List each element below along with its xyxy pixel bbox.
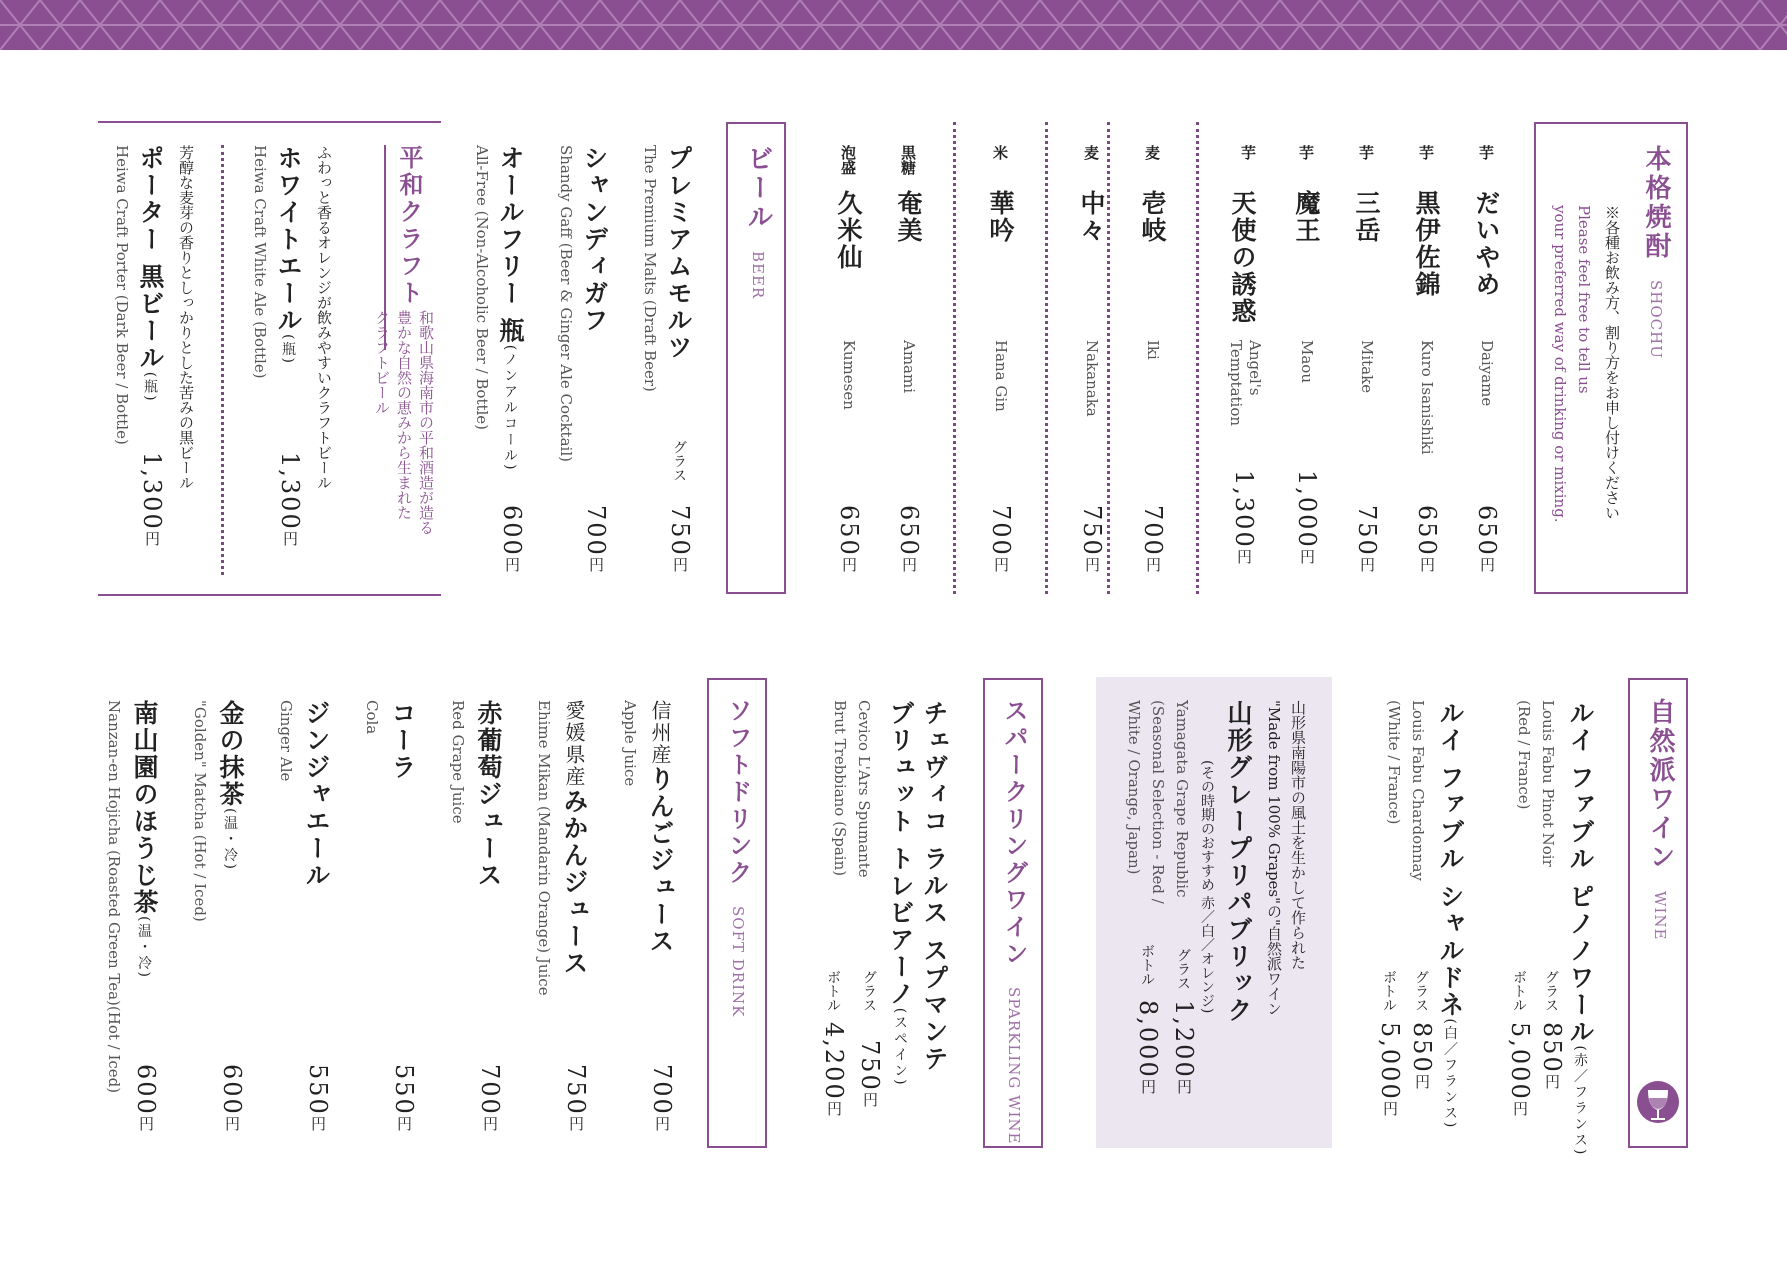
shochu-type-tag: 麦	[1143, 145, 1161, 160]
beer-title-en: BEER	[749, 251, 767, 300]
wine-price-label: グラス	[1543, 970, 1559, 1012]
shochu-price: 750円	[1353, 505, 1381, 574]
craft-desc: クラフトビール	[373, 310, 391, 415]
wine-price-glass: 850円	[1538, 1022, 1566, 1091]
soft-price: 550円	[390, 1064, 418, 1133]
top-pattern-band	[0, 0, 1787, 50]
dotted-divider	[953, 122, 956, 594]
craft-bottom-line	[98, 594, 441, 596]
soft-price: 550円	[304, 1064, 332, 1133]
dotted-divider	[1045, 122, 1048, 594]
shochu-name-en: Amami	[900, 340, 918, 394]
shochu-type-tag: 黒糖	[899, 145, 917, 175]
craft-item-desc: 芳醇な麦芽の香りとしっかりとした苦みの黒ビール	[177, 145, 195, 490]
shochu-price: 650円	[1473, 505, 1501, 574]
soft-name-en: Apple Juice	[621, 700, 639, 787]
dotted-divider	[1196, 122, 1199, 594]
beer-price-label: グラス	[671, 440, 687, 482]
craft-desc: 豊かな自然の恵みから生まれた	[395, 310, 413, 520]
soft-name: ジンジャエール	[302, 700, 331, 889]
yamagata-intro: 山形県南陽市の風土を生かして作られた	[1289, 700, 1307, 970]
beer-title	[740, 145, 777, 299]
soft-name-en: Ehime Mikan (Mandarin Orange) Juice	[535, 700, 553, 996]
shochu-price: 650円	[1413, 505, 1441, 574]
shochu-name-en: Daiyame	[1478, 340, 1496, 407]
soft-name-en: "Golden" Matcha (Hot / Iced)	[191, 700, 209, 922]
shochu-type-tag: 芋	[1417, 145, 1435, 160]
shochu-name: 天使の誘惑	[1228, 190, 1257, 325]
wine-title-jp: 自然派ワイン	[1645, 698, 1675, 872]
sparkling-title-jp: スパークリングワイン	[1000, 698, 1029, 968]
soft-title	[721, 698, 756, 1017]
soft-price: 700円	[476, 1064, 504, 1133]
soft-name: 金の抹茶(温・冷)	[216, 700, 245, 871]
dotted-divider	[1107, 122, 1110, 594]
yamagata-name-en: Yamagata Grape Republic	[1173, 700, 1191, 898]
shochu-type-tag: 米	[991, 145, 1009, 160]
wine-name-en: (White / France)	[1385, 700, 1403, 825]
shochu-name: 壱岐	[1138, 190, 1167, 244]
wine-price-label: グラス	[1175, 948, 1191, 990]
wine-name-en: (Red / France)	[1515, 700, 1533, 810]
beer-name: プレミアムモルツ	[664, 145, 693, 361]
yamagata-name-en: (Seasonal Selection - Red /	[1149, 700, 1167, 904]
craft-title: 平和クラフト	[395, 145, 424, 307]
beer-name: オールフリー 瓶(ノンアルコール)	[496, 145, 525, 472]
yamagata-price-glass: 1,200円	[1170, 1000, 1198, 1096]
wine-price-label: ボトル	[825, 970, 841, 1012]
sparkling-name: ブリュット トレビアーノ(スペイン)	[886, 700, 915, 1087]
soft-name-en: Ginger Ale	[277, 700, 295, 782]
shochu-type-tag: 麦	[1082, 145, 1100, 160]
soft-name: 赤葡萄ジュース	[474, 700, 503, 889]
wine-name-en: Louis Fabu Pinot Noir	[1539, 700, 1557, 867]
shochu-name: 黒伊佐錦	[1412, 190, 1441, 298]
shochu-name-en: Hana Gin	[992, 340, 1010, 412]
wine-price-bottle: 5,000円	[1506, 1022, 1534, 1118]
sparkling-name-en: Brut Trebbiano (Spain)	[831, 700, 849, 877]
shochu-price: 750円	[1078, 505, 1106, 574]
shochu-note-en1: Please feel free to tell us	[1575, 205, 1593, 394]
shochu-name: 中々	[1077, 190, 1106, 244]
wine-name: ルイ ファブル ピノノワール(赤／フランス)	[1566, 700, 1595, 1157]
wine-title	[1642, 698, 1679, 941]
soft-price: 700円	[648, 1064, 676, 1133]
sparkling-title	[997, 698, 1032, 1145]
beer-price: 600円	[498, 505, 526, 574]
soft-name: 信州産りんごジュース	[646, 700, 675, 955]
sparkling-price-bottle: 4,200円	[820, 1022, 848, 1118]
craft-top-line	[98, 121, 441, 123]
shochu-price: 650円	[835, 505, 863, 574]
soft-title-jp: ソフトドリンク	[724, 698, 753, 887]
shochu-title	[1638, 145, 1675, 359]
wine-price-label: グラス	[861, 970, 877, 1012]
shochu-type-tag: 芋	[1239, 145, 1257, 160]
shochu-type-tag: 泡盛	[839, 145, 857, 175]
shochu-price: 700円	[987, 505, 1015, 574]
shochu-price: 1,000円	[1293, 470, 1321, 566]
soft-name-en: Red Grape Juice	[449, 700, 467, 824]
soft-price: 600円	[132, 1064, 160, 1133]
soft-price: 600円	[218, 1064, 246, 1133]
wine-glass-icon	[1636, 1080, 1680, 1132]
shochu-note-en2: your preferred way of drinking or mixing.	[1551, 205, 1569, 523]
shochu-type-tag: 芋	[1357, 145, 1375, 160]
wine-price-glass: 850円	[1408, 1022, 1436, 1091]
yamagata-price-bottle: 8,000円	[1134, 1000, 1162, 1096]
craft-name: ポーター 黒ビール(瓶)	[136, 145, 165, 403]
beer-title-jp: ビール	[743, 145, 773, 232]
shochu-name: だいやめ	[1472, 190, 1501, 298]
beer-price: 750円	[666, 505, 694, 574]
wine-name-en: Louis Fabu Chardonnay	[1409, 700, 1427, 881]
yamagata-sub: (その時期のおすすめ 赤／白／オレンジ)	[1199, 760, 1215, 1014]
shochu-name-en: Temptation	[1227, 340, 1245, 427]
shochu-title-en: SHOCHU	[1647, 280, 1665, 359]
wine-price-label: ボトル	[1381, 970, 1397, 1012]
yamagata-name: 山形グレープリパブリック	[1224, 700, 1253, 1024]
shochu-name: 奄美	[894, 190, 923, 244]
shochu-name: 華吟	[986, 190, 1015, 244]
beer-name-en: All-Free (Non-Alcoholic Beer / Bottle)	[473, 145, 491, 431]
shochu-name-en: Maou	[1298, 340, 1316, 383]
shochu-name-en: Kuro Isanishiki	[1418, 340, 1436, 455]
shochu-price: 700円	[1139, 505, 1167, 574]
shochu-name: 三岳	[1352, 190, 1381, 244]
shochu-name-en: Angel's	[1246, 340, 1264, 396]
wine-title-en: WINE	[1651, 891, 1669, 941]
shochu-name: 魔王	[1292, 190, 1321, 244]
soft-name: コーラ	[388, 700, 417, 781]
sparkling-price-glass: 750円	[856, 1040, 884, 1109]
shochu-name-en: Iki	[1144, 340, 1162, 360]
wine-name: ルイ ファブル シャルドネ(白／フランス)	[1436, 700, 1465, 1130]
soft-name: 愛媛県産みかんジュース	[560, 700, 589, 977]
soft-price: 750円	[562, 1064, 590, 1133]
shochu-price: 1,300円	[1230, 470, 1258, 566]
shochu-type-tag: 芋	[1297, 145, 1315, 160]
beer-name-en: Shandy Gaff (Beer & Ginger Ale Cocktail)	[557, 145, 575, 462]
yamagata-intro: "Made from 100% Grapes"の"自然派ワイン	[1265, 700, 1283, 1016]
shochu-name-en: Nakanaka	[1083, 340, 1101, 417]
shochu-name-en: Kumesen	[840, 340, 858, 410]
yamagata-name-en: White / Orange, Japan)	[1125, 700, 1143, 875]
wine-price-bottle: 5,000円	[1376, 1022, 1404, 1118]
soft-name-en: Cola	[363, 700, 381, 735]
craft-desc: 和歌山県海南市の平和酒造が造る	[417, 310, 435, 535]
shochu-note-jp: ※各種お飲み方、割り方をお申し付けください	[1603, 205, 1621, 520]
beer-price: 700円	[582, 505, 610, 574]
wine-price-label: ボトル	[1511, 970, 1527, 1012]
soft-name-en: Nanzan-en Hojicha (Roasted Green Tea)(Hot / Iced)	[105, 700, 123, 1094]
shochu-price: 650円	[895, 505, 923, 574]
dotted-divider	[221, 145, 224, 575]
craft-name-en: Heiwa Craft Porter (Dark Beer / Bottle)	[113, 145, 131, 445]
wine-price-label: ボトル	[1139, 944, 1155, 986]
soft-name: 南山園のほうじ茶(温・冷)	[130, 700, 159, 979]
craft-price: 1,300円	[138, 452, 166, 548]
craft-name-en: Heiwa Craft White Ale (Bottle)	[251, 145, 269, 379]
beer-name-en: The Premium Malts (Draft Beer)	[641, 145, 659, 392]
shochu-name-en: Mitake	[1358, 340, 1376, 394]
sparkling-title-en: SPARKLING WINE	[1005, 987, 1023, 1145]
shochu-type-tag: 芋	[1477, 145, 1495, 160]
craft-item-desc: ふわっと香るオレンジが飲みやすいクラフトビール	[315, 145, 333, 490]
wine-price-label: グラス	[1413, 970, 1429, 1012]
sparkling-name-en: Cevico L'Ars Spumante	[855, 700, 873, 878]
sparkling-name: チェヴィコ ラルス スプマンテ	[920, 700, 949, 1073]
beer-name: シャンディガフ	[580, 145, 609, 334]
shochu-title-jp: 本格焼酎	[1641, 145, 1671, 261]
shochu-name: 久米仙	[834, 190, 863, 271]
soft-title-en: SOFT DRINK	[729, 906, 747, 1018]
craft-price: 1,300円	[276, 452, 304, 548]
craft-name: ホワイトエール(瓶)	[274, 145, 303, 365]
